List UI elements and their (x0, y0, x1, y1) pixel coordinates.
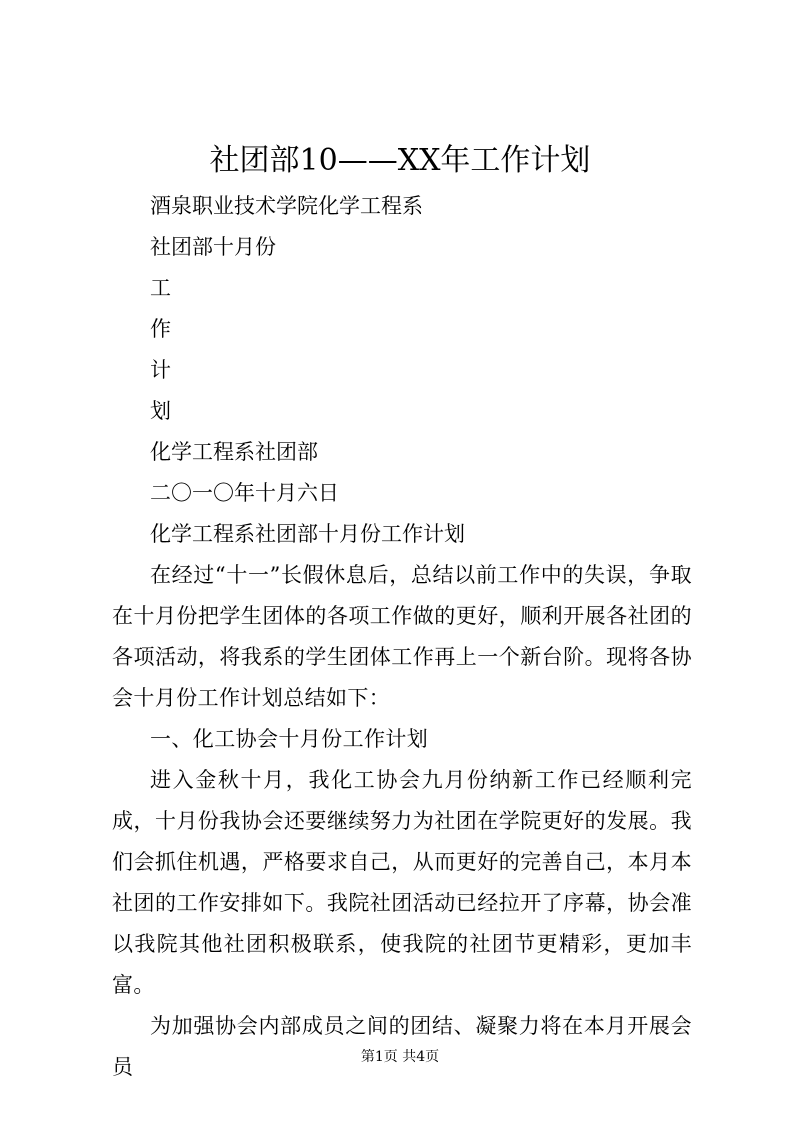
header-line-char-1: 工 (150, 276, 171, 300)
paragraph-continued: 为加强协会内部成员之间的团结、凝聚力将在本月开展会员 (112, 1014, 692, 1079)
document-body (112, 186, 692, 1088)
paragraph-plan: 进入金秋十月，我化工协会九月份纳新工作已经顺利完成，十月份我协会还要继续努力为社团在学院更好的发展。我们会抓住机遇，严格要求自己，从而更好的完善自己，本月本社团的工作安排如下。我院社团活动已经拉开了序幕，协会准以我院其他社团积极联系，使我院的社团节更精彩，更加丰富。 (112, 768, 692, 997)
page-footer: 第1页 共4页 (360, 1049, 440, 1065)
document-title: 社团部10——XX年工作计划 (209, 143, 591, 178)
header-line-char-4: 划 (150, 399, 171, 423)
section-heading: 一、化工协会十月份工作计划 (150, 727, 429, 751)
header-line-subtitle: 化学工程系社团部十月份工作计划 (150, 522, 465, 546)
header-line-char-2: 作 (150, 317, 171, 341)
paragraph-intro: 在经过“十一”长假休息后，总结以前工作中的失误，争取在十月份把学生团体的各项工作做的更好，顺利开展各社团的各项活动，将我系的学生团体工作再上一个新台阶。现将各协会十月份工作计划总结如下： (112, 563, 692, 710)
header-line-department-month: 社团部十月份 (150, 235, 276, 259)
header-line-school: 酒泉职业技术学院化学工程系 (150, 194, 423, 218)
header-line-char-3: 计 (150, 358, 171, 382)
header-line-date: 二〇一〇年十月六日 (150, 481, 339, 505)
header-line-organization: 化学工程系社团部 (150, 440, 318, 464)
